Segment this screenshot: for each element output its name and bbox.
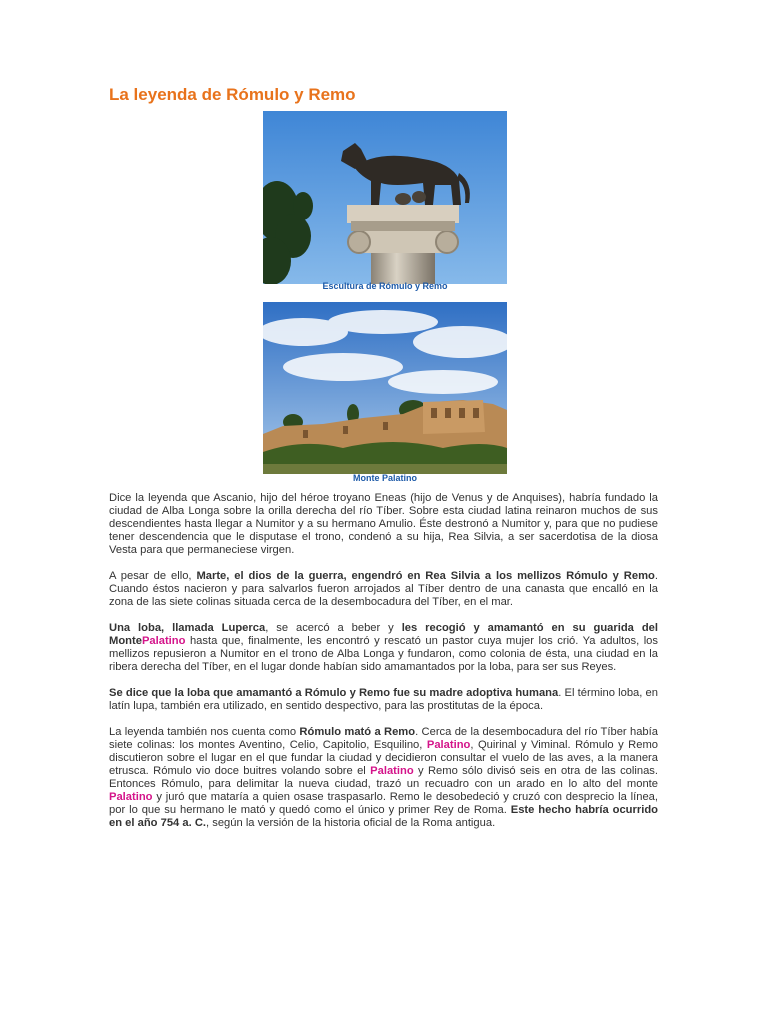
bold-text: Una loba, llamada Luperca xyxy=(109,622,266,634)
article-body xyxy=(109,492,658,843)
palatino-link[interactable]: Palatino xyxy=(141,635,186,647)
figure-caption: Escultura de Rómulo y Remo xyxy=(322,281,448,291)
wolf-sculpture-image xyxy=(263,111,507,284)
figure-caption: Monte Palatino xyxy=(352,473,417,483)
bold-text: Se dice que la loba que amamantó a Rómulo y Remo fue su madre adoptiva humana xyxy=(109,687,559,699)
text-run: , según la versión de la historia oficial de la Roma antigua. xyxy=(206,817,496,829)
bold-text: les recogió y amamantó en su guarida del Monte xyxy=(109,622,658,647)
text-run: , Quirinal y Viminal. Rómulo y Remo discutieron sobre el lugar en el que fundar la ciudad y decidieron consultar el vuelo de las aves, a la manera etrusca. Rómulo vio doce buitres volando sobre el xyxy=(109,739,658,777)
palatine-hill-image xyxy=(263,302,507,474)
text-run: A pesar de ello, xyxy=(109,570,197,582)
paragraph: Dice la leyenda que Ascanio, hijo del héroe troyano Eneas (hijo de Venus y de Anquises), habría fundado la ciudad de Alba Longa sobre la orilla derecha del río Tíber. Sobre esta ciudad latina reinaron muchos de sus descendientes hasta llegar a Numitor y a su hermano Amulio. Éste destronó a Numitor y, para que no pudiese tener descendencia que le disputase el trono, condenó a su hija, Rea Silvia, a ser sacerdotisa de la diosa Vesta para que permaneciese virgen. xyxy=(109,492,658,556)
text-run: La leyenda también nos cuenta como xyxy=(109,726,300,738)
paragraph xyxy=(109,622,658,674)
bold-text: Marte, el dios de la guerra, engendró en Rea Silvia a los mellizos Rómulo y Remo xyxy=(196,570,655,582)
text-run: . Cuando éstos nacieron y para salvarlos fueron arrojados al Tíber dentro de una canasta que encalló en la zona de las siete colinas situada cerca de la desembocadura del Tíber, en el mar. xyxy=(109,570,658,608)
palatino-link[interactable]: Palatino xyxy=(426,739,471,751)
text-run: y Remo sólo divisó seis en otra de las colinas. Entonces Rómulo, para delimitar la nueva ciudad, trazó un recuadro con un arado en lo alto del monte xyxy=(109,765,658,790)
palatino-link[interactable]: Palatino xyxy=(370,765,414,777)
text-run: . Cerca de la desembocadura del río Tíber había siete colinas: los montes Aventino, Celio, Capitolio, Esquilino, xyxy=(109,726,658,751)
paragraph xyxy=(109,726,658,830)
text-run: , se acercó a beber y xyxy=(265,622,402,634)
page-title: La leyenda de Rómulo y Remo xyxy=(109,85,356,104)
paragraph xyxy=(109,687,658,713)
bold-text: Rómulo mató a Remo xyxy=(299,726,416,738)
bold-text: Este hecho habría ocurrido en el año 754 a. C. xyxy=(109,804,658,829)
text-run: . El término loba, en latín lupa, también era utilizado, en sentido despectivo, para las prostitutas de la época. xyxy=(109,687,658,712)
text-run: y juró que mataría a quien osase traspasarlo. Remo le desobedeció y cruzó con desprecio la línea, por lo que su hermano le mató y quedó como el único y primer Rey de Roma. xyxy=(109,791,658,816)
text-run: hasta que, finalmente, les encontró y rescató un pastor cuya mujer los crió. Ya adultos, los mellizos repusieron a Numitor en el trono de Alba Longa y fundaron, como colonia de ésta, una ciudad en la ribera derecha del Tíber, en el lugar donde habían sido amamantados por la loba, para ser sus Reyes. xyxy=(109,635,658,673)
paragraph xyxy=(109,570,658,609)
palatino-link[interactable]: Palatino xyxy=(109,791,153,803)
